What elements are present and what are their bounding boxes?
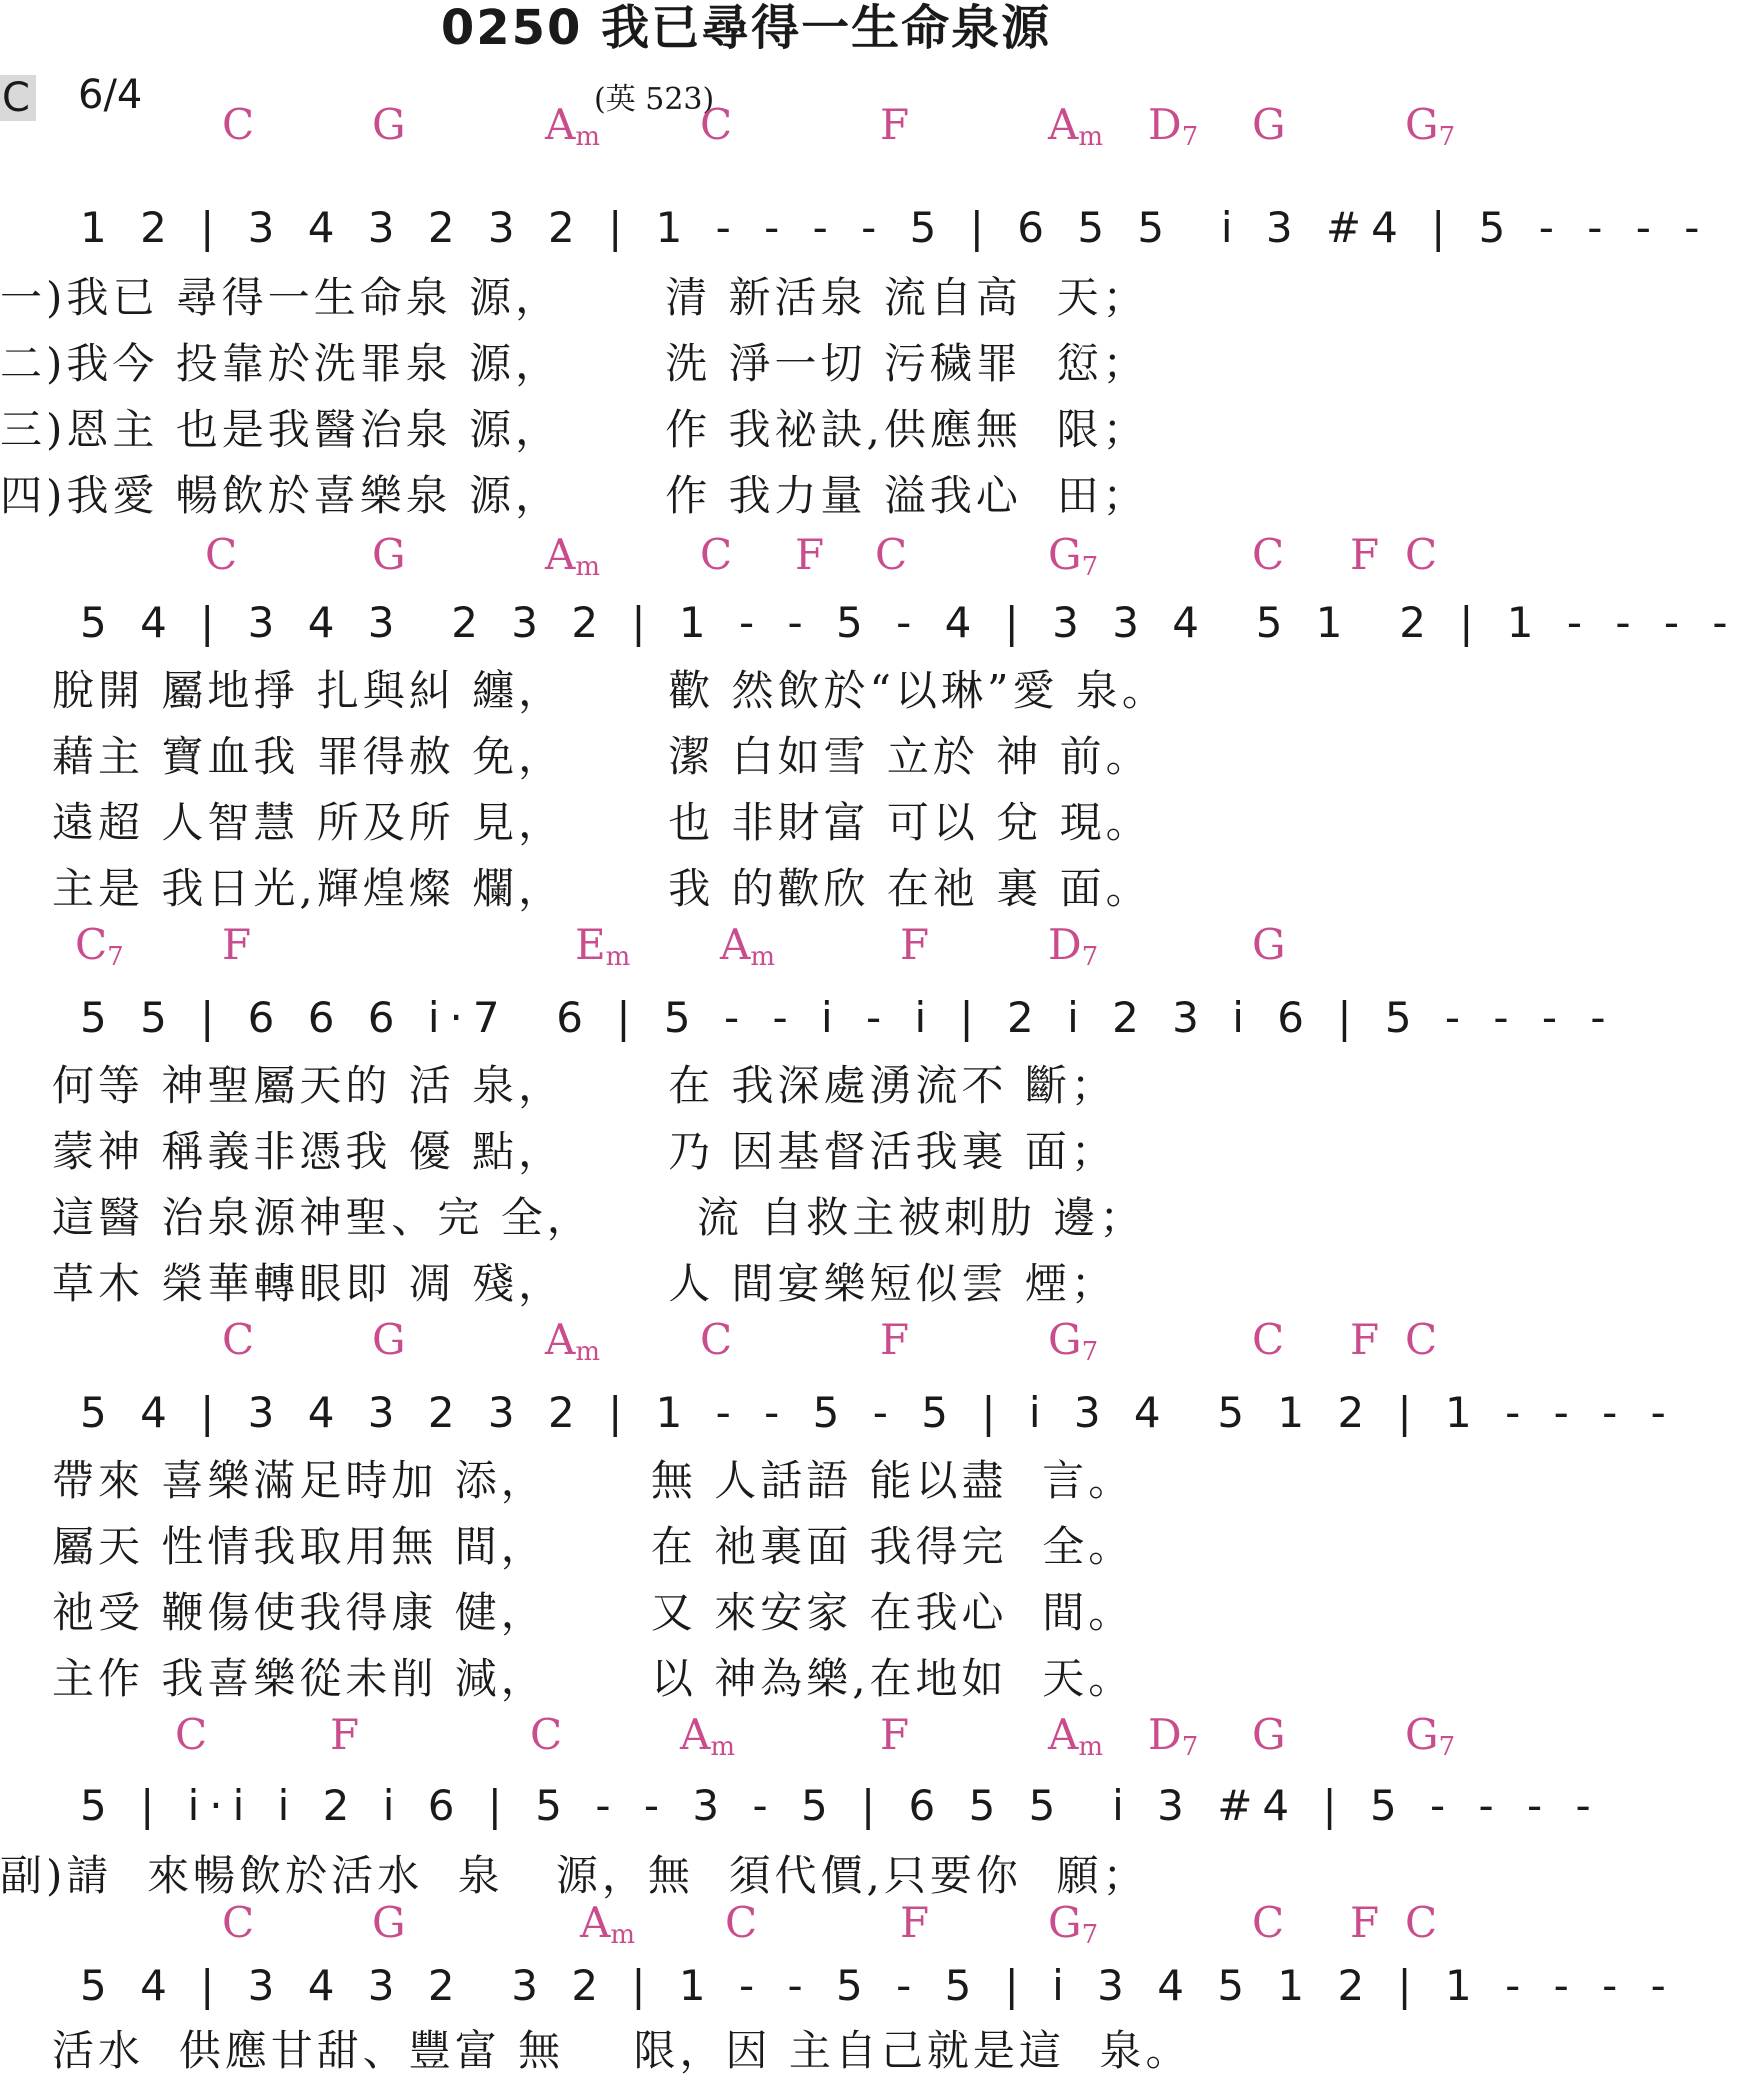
chord-symbol: C bbox=[530, 1710, 563, 1759]
chord-symbol: C bbox=[1405, 530, 1438, 579]
chord-symbol: $G_7$ bbox=[1048, 530, 1099, 582]
chord-symbol: F bbox=[795, 530, 825, 579]
chord-row-5 bbox=[0, 1710, 1492, 1760]
chord-symbol: $E_m$ bbox=[575, 920, 631, 972]
chord-row-1 bbox=[0, 100, 1492, 150]
lyric-line: 脫開 屬地掙 扎與糾 纏， 歡 然飲於“以琳”愛 泉。 bbox=[0, 666, 1168, 715]
lyric-line: 草木 榮華轉眼即 凋 殘， 人 間宴樂短似雲 煙； bbox=[0, 1259, 1117, 1308]
chord-symbol: $A_m$ bbox=[580, 1898, 635, 1950]
lyric-line: 四)我愛 暢飲於喜樂泉 源， 作 我力量 溢我心 田； bbox=[0, 471, 1149, 520]
chord-symbol: $D_7$ bbox=[1048, 920, 1099, 972]
chord-symbol: F bbox=[880, 1315, 910, 1364]
chord-symbol: F bbox=[900, 1898, 930, 1947]
chord-symbol: C bbox=[1405, 1315, 1438, 1364]
chord-symbol: C bbox=[175, 1710, 208, 1759]
chord-symbol: $A_m$ bbox=[545, 1315, 600, 1367]
chord-symbol: C bbox=[222, 1898, 255, 1947]
chord-symbol: G bbox=[372, 1315, 406, 1364]
chord-symbol: C bbox=[205, 530, 238, 579]
chord-symbol: F bbox=[900, 920, 930, 969]
lyric-line: 帶來 喜樂滿足時加 添， 無 人話語 能以盡 言。 bbox=[0, 1456, 1135, 1505]
lyric-line: 遠超 人智慧 所及所 見， 也 非財富 可以 兌 現。 bbox=[0, 798, 1152, 847]
chord-symbol: $A_m$ bbox=[545, 530, 600, 582]
chord-symbol: C bbox=[700, 530, 733, 579]
chord-symbol: $D_7$ bbox=[1148, 1710, 1199, 1762]
chord-symbol: G bbox=[1252, 100, 1286, 149]
lyric-line: 主是 我日光,輝煌燦 爛， 我 的歡欣 在祂 裏 面。 bbox=[0, 864, 1152, 913]
notation-row-1: 1 2 | 3 4 3 2 3 2 | 1 - - - - 5 | 6 5 5 i 3 #4 | 5 - - - - bbox=[80, 203, 1710, 252]
chord-symbol: $G_7$ bbox=[1405, 1710, 1456, 1762]
chord-row-4 bbox=[0, 1315, 1492, 1365]
chord-symbol: C bbox=[700, 1315, 733, 1364]
chord-symbol: C bbox=[222, 100, 255, 149]
chord-symbol: $A_m$ bbox=[680, 1710, 735, 1762]
chord-symbol: C bbox=[1252, 1315, 1285, 1364]
chord-symbol: G bbox=[372, 100, 406, 149]
chord-symbol: F bbox=[330, 1710, 360, 1759]
lyric-line: 蒙神 稱義非憑我 優 點， 乃 因基督活我裏 面； bbox=[0, 1127, 1117, 1176]
chord-symbol: F bbox=[1350, 1898, 1380, 1947]
chord-symbol: F bbox=[1350, 530, 1380, 579]
lyric-line: 這醫 治泉源神聖、完 全， 流 自救主被刺肋 邊； bbox=[0, 1193, 1146, 1242]
chord-row-6 bbox=[0, 1898, 1492, 1948]
chord-symbol: F bbox=[880, 100, 910, 149]
key-signature: C bbox=[0, 75, 36, 121]
hymn-title: 0250 我已尋得一生命泉源 bbox=[440, 0, 1052, 56]
lyric-line: 一)我已 尋得一生命泉 源， 清 新活泉 流自高 天； bbox=[0, 273, 1149, 322]
lyric-line: 副)請 來暢飲於活水 泉 源，無 須代價,只要你 願； bbox=[0, 1851, 1149, 1900]
chord-symbol: $A_m$ bbox=[1048, 100, 1103, 152]
chord-symbol: C bbox=[700, 100, 733, 149]
chord-symbol: $A_m$ bbox=[545, 100, 600, 152]
notation-row-2: 5 4 | 3 4 3 2 3 2 | 1 - - 5 - 4 | 3 3 4 5 1 2 | 1 - - - - bbox=[80, 598, 1738, 647]
lyric-line: 祂受 鞭傷使我得康 健， 又 來安家 在我心 間。 bbox=[0, 1588, 1135, 1637]
chord-symbol: F bbox=[1350, 1315, 1380, 1364]
chord-symbol: C bbox=[1252, 1898, 1285, 1947]
notation-row-4: 5 4 | 3 4 3 2 3 2 | 1 - - 5 - 5 | i 3 4 5 1 2 | 1 - - - - bbox=[80, 1388, 1676, 1437]
chord-symbol: $D_7$ bbox=[1148, 100, 1199, 152]
chord-symbol: F bbox=[880, 1710, 910, 1759]
chord-row-3 bbox=[0, 920, 1492, 970]
chord-symbol: C bbox=[222, 1315, 255, 1364]
chord-symbol: $A_m$ bbox=[1048, 1710, 1103, 1762]
chord-symbol: $G_7$ bbox=[1405, 100, 1456, 152]
chord-symbol: C bbox=[1252, 530, 1285, 579]
chord-symbol: F bbox=[222, 920, 252, 969]
notation-row-6: 5 4 | 3 4 3 2 3 2 | 1 - - 5 - 5 | i 3 4 5 1 2 | 1 - - - - bbox=[80, 1961, 1676, 2010]
lyric-line: 二)我今 投靠於洗罪泉 源， 洗 淨一切 污穢罪 愆； bbox=[0, 339, 1149, 388]
lyric-line: 屬天 性情我取用無 間， 在 祂裏面 我得完 全。 bbox=[0, 1522, 1135, 1571]
time-signature: 6/4 bbox=[78, 72, 143, 118]
chord-symbol: G bbox=[1252, 920, 1286, 969]
chord-symbol: C bbox=[725, 1898, 758, 1947]
lyric-line: 何等 神聖屬天的 活 泉， 在 我深處湧流不 斷； bbox=[0, 1061, 1117, 1110]
lyric-line: 活水 供應甘甜、豐富 無 限，因 主自己就是這 泉。 bbox=[0, 2026, 1192, 2075]
chord-symbol: C bbox=[875, 530, 908, 579]
english-hymn-reference: (英 523) bbox=[594, 82, 715, 117]
chord-symbol: $G_7$ bbox=[1048, 1898, 1099, 1950]
lyric-line: 三)恩主 也是我醫治泉 源， 作 我祕訣,供應無 限； bbox=[0, 405, 1149, 454]
lyric-line: 藉主 寶血我 罪得赦 免， 潔 白如雪 立於 神 前。 bbox=[0, 732, 1152, 781]
chord-symbol: $C_7$ bbox=[75, 920, 124, 972]
chord-symbol: $A_m$ bbox=[720, 920, 775, 972]
chord-symbol: G bbox=[372, 1898, 406, 1947]
chord-symbol: G bbox=[372, 530, 406, 579]
chord-row-2 bbox=[0, 530, 1492, 580]
notation-row-5: 5 | i·i i 2 i 6 | 5 - - 3 - 5 | 6 5 5 i 3 #4 | 5 - - - - bbox=[80, 1781, 1601, 1830]
chord-symbol: C bbox=[1405, 1898, 1438, 1947]
chord-symbol: $G_7$ bbox=[1048, 1315, 1099, 1367]
lyric-line: 主作 我喜樂從未削 減， 以 神為樂,在地如 天。 bbox=[0, 1654, 1135, 1703]
notation-row-3: 5 5 | 6 6 6 i·7 6 | 5 - - i - i | 2 i 2 3 i 6 | 5 - - - - bbox=[80, 993, 1616, 1042]
chord-symbol: G bbox=[1252, 1710, 1286, 1759]
